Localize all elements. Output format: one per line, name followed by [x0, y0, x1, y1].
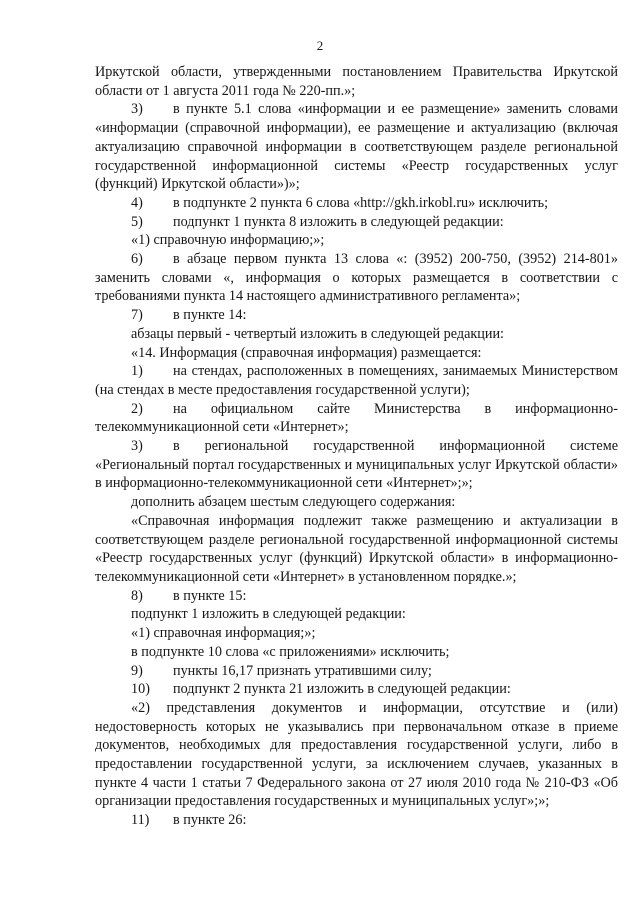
list-item [95, 362, 618, 399]
paragraph-text: «2) представления документов и информации, отсутствие и (или) недостоверность которых не указывались при первоначальном отказе в приеме документов, необходимых для предоставления государственной услуги, либо в предоставлении государственной услуги, за исключением случаев, указанных в пункте 4 части 1 статьи 7 Федерального закона от 27 июля 2010 года № 210-ФЗ «Об организации предоставления государственных и муниципальных услуг»;»; [95, 699, 618, 810]
list-item-number: 3) [131, 101, 143, 118]
paragraph-text: абзацы первый - четвертый изложить в следующей редакции: [131, 325, 505, 342]
paragraph-text: дополнить абзацем шестым следующего содержания: [131, 494, 456, 511]
list-item-text: в пункте 15: [173, 587, 247, 604]
list-item-number: 7) [131, 307, 143, 324]
list-item [95, 306, 618, 325]
list-item [95, 194, 618, 213]
list-item-text: на стендах, расположенных в помещениях, занимаемых Министерством (на стендах в месте предоставления государственной услуги); [95, 363, 618, 398]
paragraph [95, 344, 618, 363]
list-item-text: в региональной государственной информационной системе «Региональный портал государственных и муниципальных услуг Иркутской области» в информационно-телекоммуникационной сети «Интернет»;»; [95, 438, 618, 492]
list-item [95, 662, 618, 681]
list-item-text: подпункт 2 пункта 21 изложить в следующей редакции: [173, 681, 511, 698]
paragraph-text: Иркутской области, утвержденными постановлением Правительства Иркутской области от 1 августа 2011 года № 220-пп.»; [95, 64, 618, 99]
page-number: 2 [316, 38, 324, 53]
paragraph [95, 699, 618, 811]
list-item-number: 9) [131, 662, 143, 679]
paragraph [95, 231, 618, 250]
list-item [95, 680, 618, 699]
paragraph-text: «14. Информация (справочная информация) размещается: [131, 344, 482, 361]
list-item-text: в пункте 26: [173, 812, 247, 829]
list-item-text: в пункте 14: [173, 307, 247, 324]
list-item-text: пункты 16,17 признать утратившими силу; [173, 662, 432, 679]
list-item-number: 11) [131, 812, 150, 829]
list-item [95, 437, 618, 493]
list-item-number: 5) [131, 213, 143, 230]
list-item-number: 3) [131, 438, 143, 455]
paragraph-text: «1) справочная информация;»; [131, 625, 316, 642]
paragraph-text: «Справочная информация подлежит также размещению и актуализации в соответствующем разделе региональной государственной информационной системы «Реестр государственных услуг (функций) Иркутской области» в информационно-телекоммуникационной сети «Интернет» в установленном порядке.»; [95, 512, 618, 585]
paragraph [95, 63, 618, 100]
list-item-text: в пункте 5.1 слова «информации и ее размещение» заменить словами «информации (справочной информации), ее размещение и актуализацию (включая актуализацию справочной информации в соответствующем разделе региональной государственной информационной системы «Реестр государственных услуг (функций) Иркутской области»)»; [95, 101, 618, 193]
list-item-number: 2) [131, 400, 143, 417]
paragraph [95, 325, 618, 344]
list-item [95, 100, 618, 194]
list-item [95, 400, 618, 437]
list-item [95, 811, 618, 830]
list-item-number: 6) [131, 251, 143, 268]
list-item-text: в абзаце первом пункта 13 слова «: (3952) 200-750, (3952) 214-801» заменить словами «, информация о которых размещается в соответствии с требованиями пункта 14 настоящего административного регламента»; [95, 251, 618, 305]
paragraph [95, 493, 618, 512]
list-item-text: на официальном сайте Министерства в информационно-телекоммуникационной сети «Интернет»; [95, 400, 618, 436]
list-item [95, 213, 618, 232]
paragraph [95, 512, 618, 587]
paragraph-text: «1) справочную информацию;»; [131, 232, 325, 249]
list-item-number: 10) [131, 681, 150, 698]
paragraph [95, 643, 618, 662]
paragraph-text: подпункт 1 изложить в следующей редакции: [131, 606, 406, 623]
list-item-number: 4) [131, 194, 143, 211]
list-item [95, 250, 618, 306]
list-item-number: 8) [131, 587, 143, 604]
paragraph [95, 624, 618, 643]
paragraph-text: в подпункте 10 слова «с приложениями» исключить; [131, 643, 450, 660]
document-body [95, 63, 618, 830]
list-item-number: 1) [131, 363, 143, 380]
list-item [95, 587, 618, 606]
list-item-text: в подпункте 2 пункта 6 слова «http://gkh.irkobl.ru» исключить; [173, 194, 549, 211]
paragraph [95, 605, 618, 624]
list-item-text: подпункт 1 пункта 8 изложить в следующей редакции: [173, 213, 504, 230]
